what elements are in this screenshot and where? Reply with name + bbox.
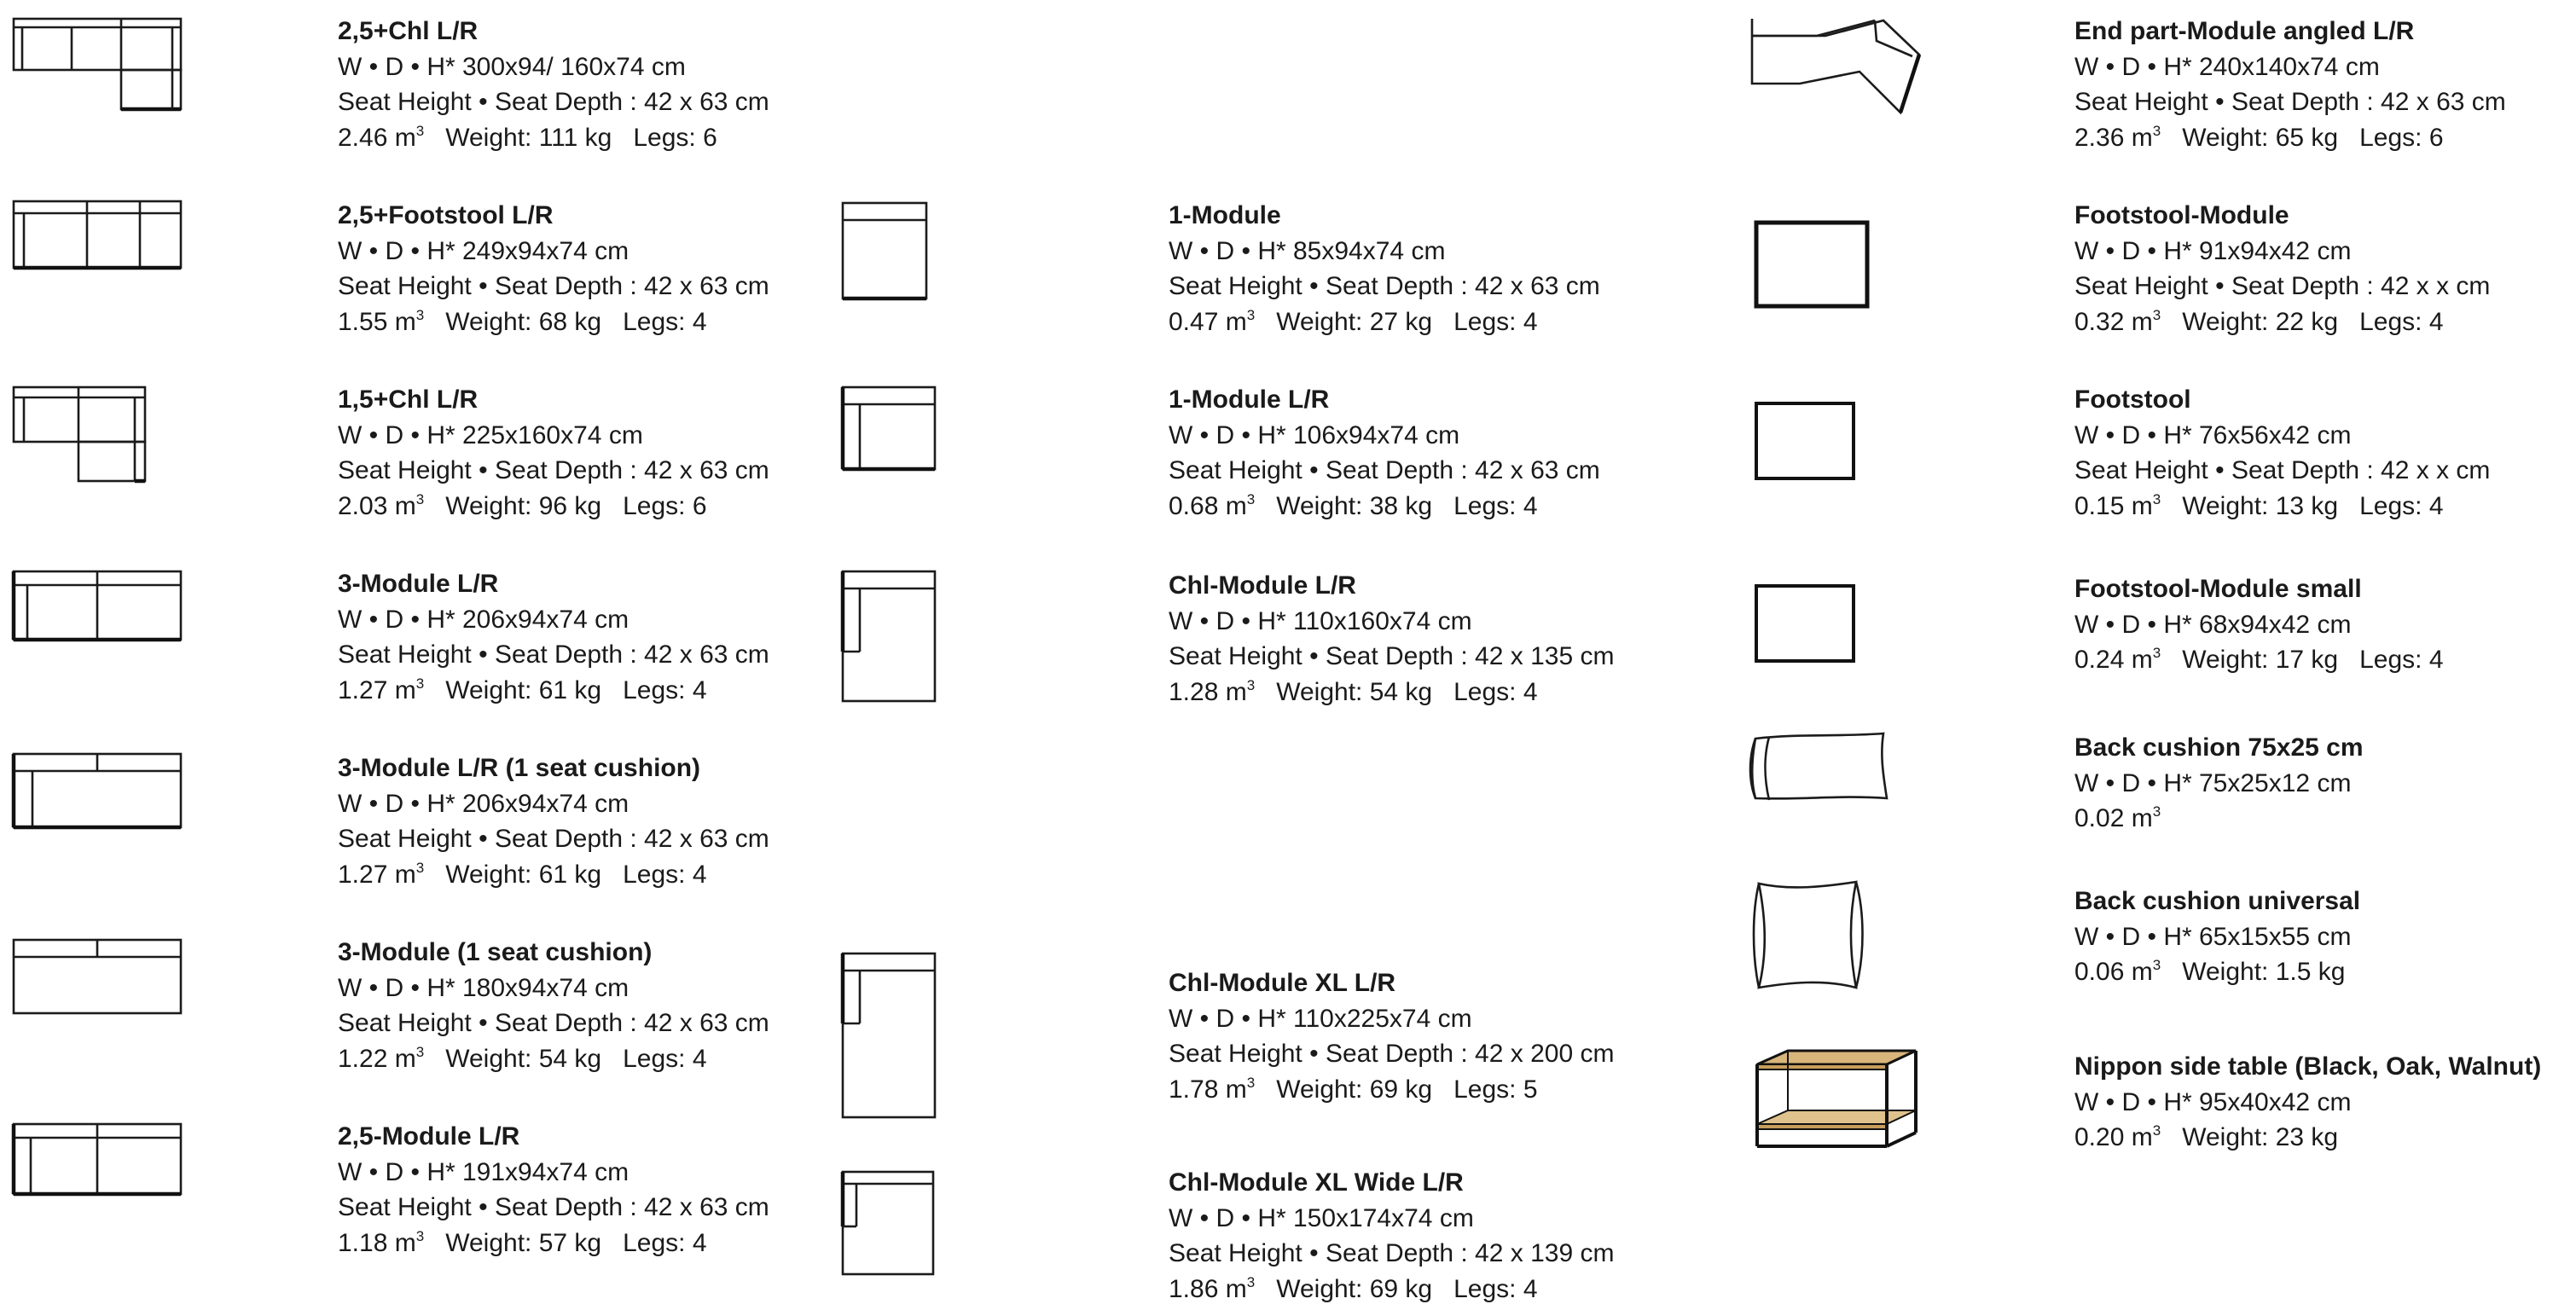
- side-table-icon: [1754, 1047, 1919, 1150]
- sofa-1-5-chaise-icon: [12, 385, 148, 484]
- item-dimensions: W • D • H* 106x94x74 cm: [1169, 420, 1460, 449]
- item-title: Chl-Module XL Wide L/R: [1169, 1168, 1464, 1197]
- item-specs: 1.27 $m^3$ Weight: 61 kg Legs: 4: [338, 675, 707, 704]
- item-specs: 0.06 $m^3$ Weight: 1.5 kg: [2074, 957, 2346, 986]
- item-dimensions: W • D • H* 110x225x74 cm: [1169, 1004, 1472, 1033]
- two-five-module-icon: [12, 1122, 183, 1197]
- item-specs: 2.46 $m^3$ Weight: 111 kg Legs: 6: [338, 122, 717, 152]
- item-title: Chl-Module L/R: [1169, 571, 1356, 600]
- item-specs: 2.03 $m^3$ Weight: 96 kg Legs: 6: [338, 490, 707, 520]
- item-dimensions: W • D • H* 68x94x42 cm: [2074, 610, 2352, 639]
- item-specs: 1.27 $m^3$ Weight: 61 kg Legs: 4: [338, 859, 707, 889]
- item-title: 3-Module L/R: [338, 570, 499, 598]
- item-title: 1,5+Chl L/R: [338, 385, 479, 414]
- item-specs: 0.15 $m^3$ Weight: 13 kg Legs: 4: [2074, 490, 2444, 520]
- item-title: 2,5-Module L/R: [338, 1122, 520, 1151]
- item-dimensions: W • D • H* 206x94x74 cm: [338, 605, 629, 634]
- item-dimensions: W • D • H* 225x160x74 cm: [338, 420, 643, 449]
- item-title: 2,5+Footstool L/R: [338, 201, 554, 229]
- item-seat: Seat Height • Seat Depth : 42 x 63 cm: [338, 641, 769, 669]
- item-specs: 1.86 $m^3$ Weight: 69 kg Legs: 4: [1169, 1273, 1538, 1303]
- item-seat: Seat Height • Seat Depth : 42 x x cm: [2074, 272, 2491, 300]
- back-cushion-icon: [1747, 732, 1890, 805]
- item-specs: 1.78 $m^3$ Weight: 69 kg Legs: 5: [1169, 1074, 1538, 1104]
- item-specs: 0.20 $m^3$ Weight: 23 kg: [2074, 1122, 2339, 1151]
- item-seat: Seat Height • Seat Depth : 42 x 200 cm: [1169, 1040, 1615, 1068]
- item-specs: 0.24 $m^3$ Weight: 17 kg Legs: 4: [2074, 645, 2444, 674]
- chaise-module-xl-wide-icon: [841, 1170, 937, 1278]
- chaise-module-icon: [841, 570, 938, 704]
- item-dimensions: W • D • H* 150x174x74 cm: [1169, 1203, 1474, 1232]
- item-dimensions: W • D • H* 65x15x55 cm: [2074, 922, 2352, 951]
- three-module-one-cushion-icon: [12, 752, 183, 831]
- three-module-armless-icon: [12, 938, 183, 1017]
- item-title: 2,5+Chl L/R: [338, 17, 479, 45]
- item-title: End part-Module angled L/R: [2074, 17, 2415, 45]
- footstool-module-icon: [1754, 220, 1870, 309]
- three-module-icon: [12, 570, 183, 643]
- item-title: 1-Module: [1169, 201, 1281, 229]
- item-seat: Seat Height • Seat Depth : 42 x 63 cm: [1169, 272, 1600, 300]
- item-seat: Seat Height • Seat Depth : 42 x 63 cm: [338, 272, 769, 300]
- item-seat: Seat Height • Seat Depth : 42 x 63 cm: [1169, 456, 1600, 484]
- item-title: Back cushion 75x25 cm: [2074, 733, 2364, 762]
- item-seat: Seat Height • Seat Depth : 42 x 63 cm: [338, 456, 769, 484]
- square-cushion-icon: [1747, 878, 1870, 993]
- sofa-2-5-chaise-icon: [12, 17, 183, 113]
- item-specs: 0.02 $m^3$: [2074, 803, 2161, 832]
- item-dimensions: W • D • H* 95x40x42 cm: [2074, 1087, 2352, 1116]
- item-dimensions: W • D • H* 75x25x12 cm: [2074, 768, 2352, 797]
- item-dimensions: W • D • H* 191x94x74 cm: [338, 1157, 629, 1186]
- item-dimensions: W • D • H* 300x94/ 160x74 cm: [338, 52, 686, 81]
- item-specs: 1.18 $m^3$ Weight: 57 kg Legs: 4: [338, 1227, 707, 1257]
- item-title: 3-Module L/R (1 seat cushion): [338, 754, 701, 782]
- item-specs: 1.22 $m^3$ Weight: 54 kg Legs: 4: [338, 1043, 707, 1073]
- item-seat: Seat Height • Seat Depth : 42 x 139 cm: [1169, 1239, 1615, 1267]
- one-module-arm-icon: [841, 385, 938, 472]
- item-seat: Seat Height • Seat Depth : 42 x 135 cm: [1169, 642, 1615, 670]
- item-title: Nippon side table (Black, Oak, Walnut): [2074, 1052, 2542, 1081]
- item-title: Footstool: [2074, 385, 2191, 414]
- item-title: Footstool-Module: [2074, 201, 2289, 229]
- item-dimensions: W • D • H* 85x94x74 cm: [1169, 236, 1446, 265]
- item-title: 1-Module L/R: [1169, 385, 1330, 414]
- item-specs: 0.32 $m^3$ Weight: 22 kg Legs: 4: [2074, 306, 2444, 336]
- item-dimensions: W • D • H* 206x94x74 cm: [338, 789, 629, 818]
- item-seat: Seat Height • Seat Depth : 42 x 63 cm: [338, 88, 769, 116]
- item-dimensions: W • D • H* 76x56x42 cm: [2074, 420, 2352, 449]
- item-title: Back cushion universal: [2074, 887, 2361, 915]
- item-title: Footstool-Module small: [2074, 575, 2362, 603]
- one-module-icon: [841, 201, 930, 302]
- item-dimensions: W • D • H* 110x160x74 cm: [1169, 606, 1472, 635]
- item-specs: 0.68 $m^3$ Weight: 38 kg Legs: 4: [1169, 490, 1538, 520]
- item-dimensions: W • D • H* 249x94x74 cm: [338, 236, 629, 265]
- item-dimensions: W • D • H* 180x94x74 cm: [338, 973, 629, 1002]
- item-seat: Seat Height • Seat Depth : 42 x 63 cm: [2074, 88, 2506, 116]
- footstool-small-icon: [1754, 583, 1856, 664]
- item-specs: 1.28 $m^3$ Weight: 54 kg Legs: 4: [1169, 676, 1538, 706]
- chaise-module-xl-icon: [841, 952, 938, 1121]
- item-specs: 2.36 $m^3$ Weight: 65 kg Legs: 6: [2074, 122, 2444, 152]
- item-seat: Seat Height • Seat Depth : 42 x x cm: [2074, 456, 2491, 484]
- item-seat: Seat Height • Seat Depth : 42 x 63 cm: [338, 825, 769, 853]
- item-title: 3-Module (1 seat cushion): [338, 938, 653, 966]
- item-title: Chl-Module XL L/R: [1169, 969, 1396, 997]
- item-seat: Seat Height • Seat Depth : 42 x 63 cm: [338, 1193, 769, 1221]
- footstool-icon: [1754, 401, 1856, 481]
- sofa-2-5-footstool-icon: [12, 200, 183, 271]
- item-dimensions: W • D • H* 240x140x74 cm: [2074, 52, 2380, 81]
- angled-end-module-icon: [1749, 17, 1924, 116]
- item-specs: 0.47 $m^3$ Weight: 27 kg Legs: 4: [1169, 306, 1538, 336]
- item-specs: 1.55 $m^3$ Weight: 68 kg Legs: 4: [338, 306, 707, 336]
- item-dimensions: W • D • H* 91x94x42 cm: [2074, 236, 2352, 265]
- item-seat: Seat Height • Seat Depth : 42 x 63 cm: [338, 1009, 769, 1037]
